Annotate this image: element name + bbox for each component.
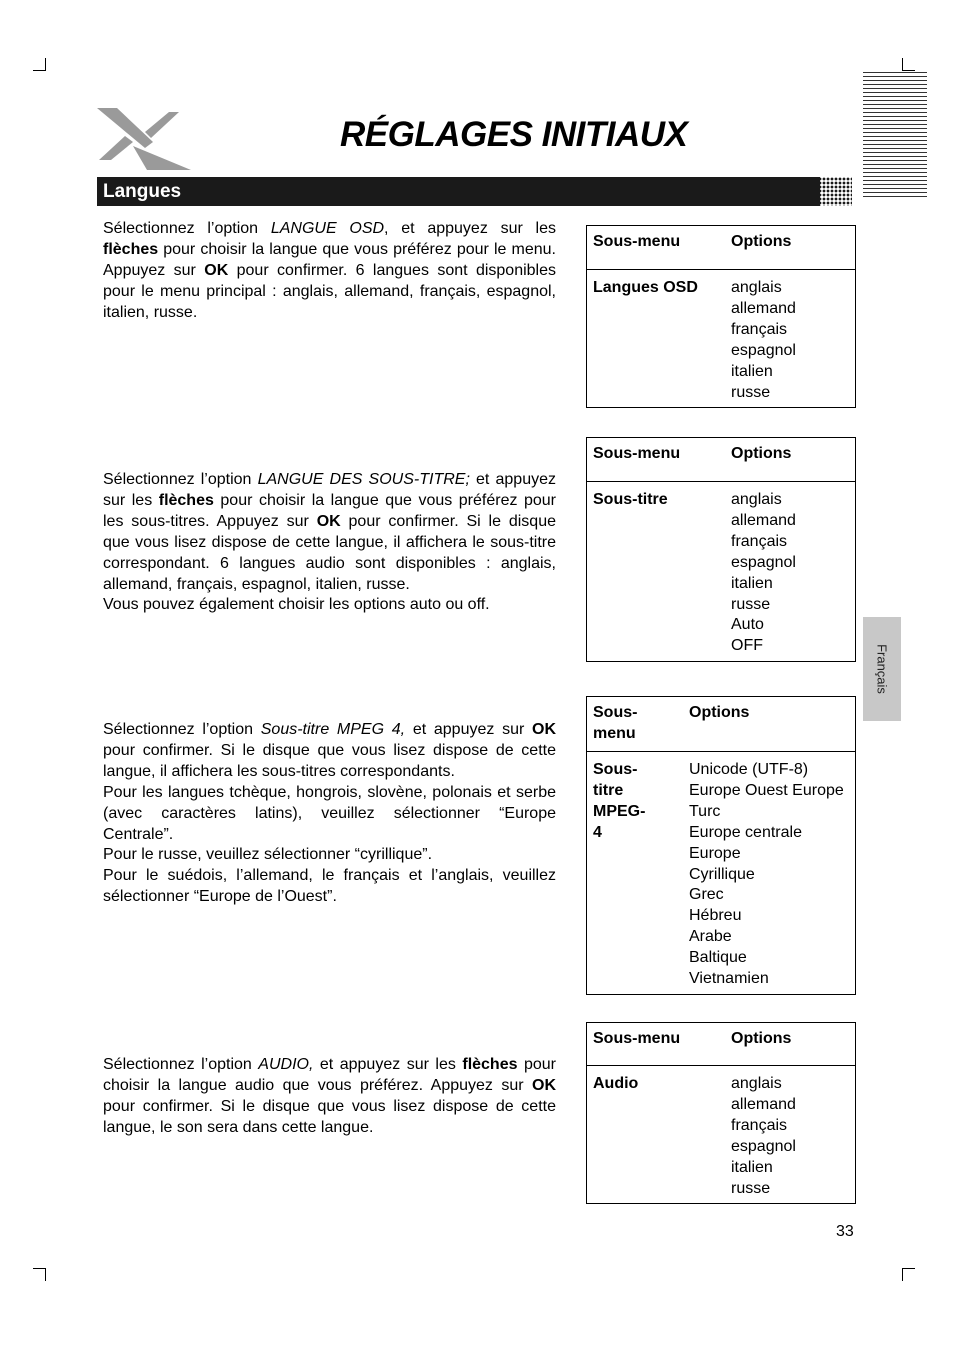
table-row xyxy=(587,752,855,994)
paragraph-text xyxy=(103,470,556,595)
text-run: et appuyez sur les xyxy=(103,471,556,509)
row-label: Sous-titre MPEG-4 xyxy=(593,761,646,841)
text-run: pour choisir la langue que vous préférez pour le menu. Appuyez sur xyxy=(103,240,556,279)
option-item: anglais xyxy=(731,491,782,508)
option-item: allemand xyxy=(731,1095,796,1113)
text-run: et appuyez sur les xyxy=(313,1056,463,1073)
text-run: , et appuyez sur les xyxy=(384,220,556,237)
table-row xyxy=(587,482,855,661)
option-item: Vietnamien xyxy=(689,970,769,988)
text-run: Pour les langues tchèque, hongrois, slovène, polonais et serbe (avec caractères latins), veuillez sélectionner “Europe Centrale”. xyxy=(103,783,556,843)
options-table-sous-titre-mpeg4 xyxy=(586,696,856,995)
section-title: Langues xyxy=(103,181,182,202)
header-options: Options xyxy=(689,704,750,721)
text-run: Vous pouvez également choisir les options auto ou off. xyxy=(103,596,490,614)
text-run: AUDIO, xyxy=(258,1056,314,1073)
paragraph-audio xyxy=(103,1055,556,1139)
text-run: LANGUE OSD xyxy=(270,220,385,237)
option-item: Europe centrale xyxy=(689,823,802,841)
option-item: Hébreu xyxy=(689,907,742,925)
options-list xyxy=(651,760,849,990)
text-run: Sélectionnez l’option xyxy=(103,471,258,488)
options-table-sous-titre xyxy=(586,437,856,662)
section-header-bar xyxy=(97,177,820,206)
option-item: espagnol xyxy=(731,341,796,359)
text-run: Pour le russe, veuillez sélectionner “cyrillique”. xyxy=(103,846,433,864)
text-run: pour confirmer. 6 langues sont disponibles pour le menu principal : anglais, allemand, français, espagnol, italien, russe. xyxy=(103,261,556,321)
option-item: Auto xyxy=(731,616,764,634)
crop-mark-top-right xyxy=(902,58,915,71)
text-run: Sélectionnez l’option xyxy=(103,1056,259,1073)
option-item: espagnol xyxy=(731,553,796,571)
option-item: français xyxy=(731,320,788,338)
option-item: allemand xyxy=(731,299,796,317)
page-title: RÉGLAGES INITIAUX xyxy=(340,115,688,154)
options-list xyxy=(731,490,849,657)
paragraph-text xyxy=(103,720,556,783)
crop-mark-bottom-left xyxy=(33,1268,46,1281)
brand-x-logo xyxy=(95,108,195,172)
text-run: OK xyxy=(204,261,229,279)
option-item: Unicode (UTF-8) xyxy=(689,761,809,778)
paragraph-text xyxy=(103,595,556,616)
language-side-tab xyxy=(863,617,901,721)
option-item: Cyrillique xyxy=(689,865,755,883)
header-options: Options xyxy=(731,445,792,462)
option-item: russe xyxy=(731,595,771,613)
table-header xyxy=(587,226,855,270)
option-item: Grec xyxy=(689,886,724,904)
table-header xyxy=(587,1023,855,1066)
table-header xyxy=(587,438,855,482)
text-run: Sélectionnez l’option xyxy=(103,220,271,237)
section-bar-dot-pattern xyxy=(818,177,852,206)
header-options: Options xyxy=(731,1030,792,1047)
text-run: flèches xyxy=(462,1056,518,1073)
option-item: italien xyxy=(731,1158,773,1176)
options-table-audio xyxy=(586,1022,856,1204)
paragraph-sous-titre-mpeg4 xyxy=(103,720,556,908)
text-run: flèches xyxy=(158,491,214,509)
option-item: Baltique xyxy=(689,949,747,967)
text-run: pour confirmer. Si le disque que vous lisez dispose de cette langue, il affichera le sous-titre correspondant. 6 langues audio sont disponibles : anglais, allemand, français, espagnol, italien, russe. xyxy=(103,512,556,593)
option-item: anglais xyxy=(731,279,782,296)
paragraph-text xyxy=(103,866,556,908)
header-options: Options xyxy=(731,233,792,250)
option-item: Europe Ouest Europe xyxy=(689,781,844,799)
paragraph-text xyxy=(103,783,556,846)
row-label: Audio xyxy=(593,1075,639,1092)
page-number: 33 xyxy=(836,1223,854,1240)
option-item: OFF xyxy=(731,637,763,655)
crop-mark-top-left xyxy=(33,58,46,71)
row-label: Langues OSD xyxy=(593,279,698,296)
option-item: anglais xyxy=(731,1075,782,1092)
table-header xyxy=(587,697,855,752)
table-row xyxy=(587,1066,855,1203)
text-run: Sous-titre MPEG 4, xyxy=(260,721,406,738)
header-sous-menu: Sous-menu xyxy=(593,445,681,462)
text-run: Pour le suédois, l’allemand, le français et l’anglais, veuillez sélectionner “Europe de l’Ouest”. xyxy=(103,867,556,906)
option-item: espagnol xyxy=(731,1137,796,1155)
paragraph-text xyxy=(103,1055,556,1139)
text-run: pour confirmer. Si le disque que vous lisez dispose de cette langue, le son sera dans cette langue. xyxy=(103,1097,556,1136)
option-item: allemand xyxy=(731,511,796,529)
text-run: OK xyxy=(532,1076,556,1094)
options-list xyxy=(731,1074,849,1199)
option-item: russe xyxy=(731,1179,771,1197)
text-run: pour confirmer. Si le disque que vous lisez dispose de cette langue, il affichera les sous-titres correspondants. xyxy=(103,741,556,780)
option-item: russe xyxy=(731,383,771,401)
decorative-stripes xyxy=(863,72,927,200)
option-item: italien xyxy=(731,362,773,380)
header-sous-menu: Sous-menu xyxy=(593,1030,681,1047)
text-run: flèches xyxy=(103,240,159,258)
header-sous-menu: Sous-menu xyxy=(593,704,638,742)
text-run: pour choisir la langue audio que vous préférez. Appuyez sur xyxy=(103,1056,557,1094)
paragraph-text xyxy=(103,219,556,324)
option-item: Arabe xyxy=(689,928,732,946)
header-sous-menu: Sous-menu xyxy=(593,233,681,250)
option-item: Europe xyxy=(689,844,741,862)
options-list xyxy=(731,278,849,403)
options-table-langues-osd xyxy=(586,225,856,408)
paragraph-text xyxy=(103,845,556,866)
table-row xyxy=(587,270,855,407)
row-label: Sous-titre xyxy=(593,491,668,508)
text-run: et appuyez sur xyxy=(405,721,533,738)
side-tab-label: Français xyxy=(874,644,890,694)
text-run: OK xyxy=(316,512,341,530)
text-run: Sélectionnez l’option xyxy=(103,721,261,738)
crop-mark-bottom-right xyxy=(902,1268,915,1281)
option-item: italien xyxy=(731,574,773,592)
option-item: français xyxy=(731,532,788,550)
option-item: français xyxy=(731,1116,788,1134)
text-run: OK xyxy=(532,721,557,738)
text-run: pour choisir la langue que vous préférez pour les sous-titres. Appuyez sur xyxy=(103,491,557,530)
option-item: Turc xyxy=(689,802,721,820)
paragraph-sous-titre xyxy=(103,470,556,616)
text-run: LANGUE DES SOUS-TITRE; xyxy=(257,471,470,488)
paragraph-langue-osd xyxy=(103,219,556,324)
